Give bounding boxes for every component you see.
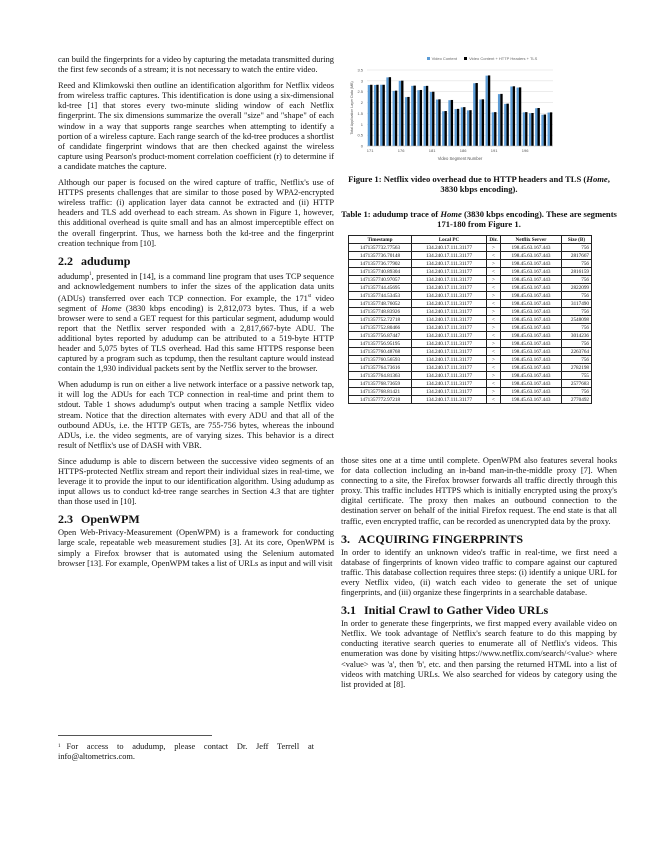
bar-chart bbox=[341, 66, 617, 170]
table-cell: 134.240.17.111.31177 bbox=[412, 252, 487, 260]
bar-video-content bbox=[467, 110, 469, 146]
table-cell: > bbox=[487, 324, 501, 332]
table-cell: 1471357740.97057 bbox=[349, 276, 412, 284]
table-row bbox=[349, 300, 592, 308]
table-cell: 1471357772.97218 bbox=[349, 396, 412, 404]
table-cell: 3014236 bbox=[562, 332, 592, 340]
bar-video-content bbox=[455, 109, 457, 146]
table-cell: < bbox=[487, 380, 501, 388]
x-tick-label: 196 bbox=[521, 148, 529, 153]
adudump-trace-table bbox=[348, 235, 592, 404]
bar-with-overhead bbox=[395, 91, 397, 146]
table-cell: 1471357736.70148 bbox=[349, 252, 412, 260]
y-axis-title: Total Application Layer Data (MB) bbox=[350, 81, 354, 135]
table-cell: 1471357764.73616 bbox=[349, 364, 412, 372]
table-cell: > bbox=[487, 372, 501, 380]
table-row bbox=[349, 316, 592, 324]
bar-video-content bbox=[430, 92, 432, 146]
table-cell: < bbox=[487, 316, 501, 324]
x-axis-title: Video Segment Number bbox=[437, 156, 483, 161]
table-row bbox=[349, 388, 592, 396]
table-cell: > bbox=[487, 276, 501, 284]
table-cell: 198.45.63.167.443 bbox=[501, 324, 562, 332]
table-cell: < bbox=[487, 332, 501, 340]
bar-with-overhead bbox=[414, 86, 416, 146]
bar-with-overhead bbox=[451, 100, 453, 146]
bar-with-overhead bbox=[469, 110, 471, 146]
table-cell: 134.240.17.111.31177 bbox=[412, 260, 487, 268]
table-cell: 198.45.63.167.443 bbox=[501, 292, 562, 300]
section-heading-2-3: 2.3 OpenWPM bbox=[58, 512, 140, 527]
bar-with-overhead bbox=[370, 85, 372, 146]
bar-with-overhead bbox=[407, 97, 409, 146]
paragraph: adudump$^1$, presented in [14], is a command line program that uses TCP sequence and acknowledgement numbers to infer the sizes of the application data units (ADUs) transferred over each TCP connection. For example, the 171st video segment of Home (3830 kbps encoding) is 2,812,073 bytes. Thus, if a web browser were to send a GET request for this particular segment, adudump would report that the Netflix server responded with a 2,817,667-byte ADU. The additional bytes reported by adudump can be attributed to a 519-byte HTTP header and 5,075 bytes of TLS overhead. Had this same HTTPS response been captured by a program such as tcpdump, then the resultant capture would instead contain the 1,930 individual packets sent by the Netflix server to the browser. bbox=[58, 271, 335, 374]
table-cell: 198.45.63.167.443 bbox=[501, 284, 562, 292]
legend-label: Video Content bbox=[431, 56, 457, 61]
table-row bbox=[349, 276, 592, 284]
paragraph: Since adudump is able to discern between the successive video segments of an HTTPS-protected Netflix stream and report their individual sizes in real-time, we leverage it to provide the input to our identification algorithm. Using adudump as input allows us to conduct kd-tree range searches in Section 4.3 that are tighter than those used in [10]. bbox=[58, 456, 334, 507]
table-row bbox=[349, 340, 592, 348]
table-cell: 1471357752.72718 bbox=[349, 316, 412, 324]
bar-with-overhead bbox=[525, 112, 527, 146]
table-cell: 756 bbox=[562, 388, 592, 396]
bar-with-overhead bbox=[432, 92, 434, 146]
table-cell: 198.45.63.167.443 bbox=[501, 348, 562, 356]
table-cell: 1471357744.45695 bbox=[349, 284, 412, 292]
table-cell: 134.240.17.111.31177 bbox=[412, 268, 487, 276]
bar-with-overhead bbox=[519, 87, 521, 146]
table-cell: 134.240.17.111.31177 bbox=[412, 356, 487, 364]
table-cell: 134.240.17.111.31177 bbox=[412, 308, 487, 316]
table-cell: 198.45.63.167.443 bbox=[501, 340, 562, 348]
table-row bbox=[349, 396, 592, 404]
bar-with-overhead bbox=[488, 75, 490, 146]
table-cell: 198.45.63.167.443 bbox=[501, 308, 562, 316]
paragraph: Reed and Klimkowski then outline an identification algorithm for Netflix videos from wireless traffic captures. This identification is done using a six-dimensional kd-tree [1] that stores every two-minute sliding window of each Netflix fingerprint. The six dimensions summarize the overall "size" and "shape" of each window in a way that supports range searches when attempting to identify a portion of a wireless capture. Each range search of the kd-tree produces a shortlist of candidate fingerprint windows that are then checked against the wireless capture using Pearson's product-moment correlation coefficient (r) to determine if a candidate matches the capture. bbox=[58, 81, 334, 171]
table-row bbox=[349, 380, 592, 388]
table-cell: 1471357740.89304 bbox=[349, 268, 412, 276]
table-cell: 1471357768.81421 bbox=[349, 388, 412, 396]
bar-video-content bbox=[393, 91, 395, 146]
table-row bbox=[349, 364, 592, 372]
table-cell: 2770492 bbox=[562, 396, 592, 404]
bar-video-content bbox=[399, 81, 401, 146]
bar-video-content bbox=[411, 86, 413, 146]
bar-with-overhead bbox=[420, 90, 422, 146]
bar-with-overhead bbox=[507, 104, 509, 146]
table-cell: 2577683 bbox=[562, 380, 592, 388]
table-cell: 756 bbox=[562, 324, 592, 332]
figure-caption: Figure 1: Netflix video overhead due to HTTP headers and TLS (Home, 3830 kbps encoding). bbox=[348, 174, 610, 194]
table-cell: 134.240.17.111.31177 bbox=[412, 332, 487, 340]
column-header: Timestamp bbox=[349, 236, 412, 244]
bar-video-content bbox=[517, 88, 519, 146]
table-cell: 134.240.17.111.31177 bbox=[412, 396, 487, 404]
table-row bbox=[349, 284, 592, 292]
bar-with-overhead bbox=[376, 85, 378, 146]
bar-video-content bbox=[417, 90, 419, 146]
legend-label: Video Content + HTTP Headers + TLS bbox=[469, 56, 538, 61]
bar-with-overhead bbox=[544, 115, 546, 146]
table-row bbox=[349, 244, 592, 252]
table-cell: 198.45.63.167.443 bbox=[501, 332, 562, 340]
table-cell: 198.45.63.167.443 bbox=[501, 380, 562, 388]
y-tick-label: 0 bbox=[360, 143, 363, 149]
table-cell: > bbox=[487, 260, 501, 268]
bar-video-content bbox=[405, 97, 407, 146]
x-tick-label: 191 bbox=[490, 148, 498, 153]
y-tick-label: 2 bbox=[360, 100, 363, 106]
table-cell: > bbox=[487, 308, 501, 316]
column-header: Size (B) bbox=[562, 236, 592, 244]
bar-with-overhead bbox=[463, 107, 465, 146]
table-row bbox=[349, 324, 592, 332]
table-row bbox=[349, 252, 592, 260]
bar-with-overhead bbox=[550, 112, 552, 146]
table-cell: < bbox=[487, 284, 501, 292]
bar-with-overhead bbox=[457, 109, 459, 146]
table-cell: < bbox=[487, 396, 501, 404]
table-cell: 756 bbox=[562, 308, 592, 316]
bar-video-content bbox=[386, 77, 388, 146]
bar-video-content bbox=[368, 85, 370, 146]
right-column bbox=[341, 456, 617, 696]
x-tick-label: 181 bbox=[428, 148, 436, 153]
table-cell: 134.240.17.111.31177 bbox=[412, 324, 487, 332]
table-cell: 134.240.17.111.31177 bbox=[412, 340, 487, 348]
table-row bbox=[349, 356, 592, 364]
table-cell: 1471357736.77902 bbox=[349, 260, 412, 268]
paragraph: In order to generate these fingerprints, we first mapped every available video on Netflix. We took advantage of Netflix's search feature to do this mapping by conducting iterative search queries to enumerate all of Netflix's videos. This enumeration was done by visiting https://www.netflix.com/search/<value> where <value> was 'a', then 'b', etc. and then parsing the returned HTML into a list of videos with matching URLs. We also searched for videos by category using the list provided at [8]. bbox=[341, 619, 617, 689]
table-cell: 2548098 bbox=[562, 316, 592, 324]
table-cell: < bbox=[487, 268, 501, 276]
footnote-ref: 1 bbox=[89, 271, 92, 277]
bar-with-overhead bbox=[383, 85, 385, 146]
paragraph: When adudump is run on either a live network interface or a passive network tap, it will log the ADUs for each TCP connection in real-time and print them to stdout. Table 1 shows adudump's output when tracing a sample Netflix video stream. Notice that the direction alternates with every ADU and that all of the outbound ADUs, i.e. the HTTP GETs, are 755-756 bytes, whereas the inbound ADUs, i.e. the video segments, are of varying sizes. This behavior is a direct result of Netflix's use of DASH with VBR. bbox=[58, 380, 334, 450]
footnote: $^1$ For access to adudump, please contact Dr. Jeff Terrell at info@altometrics.com. bbox=[58, 742, 314, 762]
table-row bbox=[349, 372, 592, 380]
table-cell: 755 bbox=[562, 372, 592, 380]
column-header: Local PC bbox=[412, 236, 487, 244]
x-tick-label: 176 bbox=[397, 148, 405, 153]
paragraph: can build the fingerprints for a video by capturing the metadata transmitted during the first few seconds of a stream; it is not necessary to watch the entire video. bbox=[58, 55, 334, 75]
column-header: Dir. bbox=[487, 236, 501, 244]
table-cell: 2263764 bbox=[562, 348, 592, 356]
x-tick-label: 171 bbox=[366, 148, 374, 153]
bar-video-content bbox=[374, 85, 376, 146]
table-cell: 198.45.63.167.443 bbox=[501, 356, 562, 364]
table-cell: > bbox=[487, 292, 501, 300]
paragraph: Although our paper is focused on the wired capture of traffic, Netflix's use of HTTPS presents challenges that are similar to those posed by WPA2-encrypted wireless traffic: (i) application layer data cannot be extracted and (ii) HTTP headers and TLS add overhead to each stream. As shown in Figure 1, however, this additional overhead is quite small and has an almost imperceptible effect on the overall fingerprint. Thus, we harness both the kd-tree and the fingerprint creation technique from [10]. bbox=[58, 178, 334, 248]
bar-with-overhead bbox=[513, 86, 515, 146]
chart-legend bbox=[341, 56, 617, 66]
table-cell: 2817667 bbox=[562, 252, 592, 260]
table-cell: 198.45.63.167.443 bbox=[501, 372, 562, 380]
y-tick-label: 3.5 bbox=[357, 67, 363, 73]
table-cell: 134.240.17.111.31177 bbox=[412, 348, 487, 356]
table-cell: 134.240.17.111.31177 bbox=[412, 284, 487, 292]
table-cell: < bbox=[487, 364, 501, 372]
table-cell: < bbox=[487, 300, 501, 308]
table-cell: > bbox=[487, 356, 501, 364]
table-cell: 198.45.63.167.443 bbox=[501, 300, 562, 308]
table-cell: 756 bbox=[562, 356, 592, 364]
figure-1 bbox=[341, 56, 617, 194]
table-cell: 134.240.17.111.31177 bbox=[412, 364, 487, 372]
table-cell: 1471357764.81363 bbox=[349, 372, 412, 380]
bar-with-overhead bbox=[389, 77, 391, 146]
section-heading-3-1: 3.1 Initial Crawl to Gather Video URLs bbox=[341, 603, 549, 618]
bar-video-content bbox=[523, 112, 525, 146]
x-tick-label: 186 bbox=[459, 148, 467, 153]
bar-video-content bbox=[424, 86, 426, 146]
paragraph: In order to identify an unknown video's traffic in real-time, we first need a database of fingerprints of known video traffic to compare against our captured traffic. This database collection requires three steps: (i) identify a unique URL for every Netflix video, (ii) watch each video to generate the set of unique fingerprints, and (iii) organize these fingerprints in a searchable database. bbox=[341, 547, 617, 598]
bar-video-content bbox=[479, 100, 481, 146]
bar-video-content bbox=[510, 87, 512, 146]
table-row bbox=[349, 268, 592, 276]
bar-with-overhead bbox=[531, 113, 533, 146]
table-cell: < bbox=[487, 252, 501, 260]
table-cell: 134.240.17.111.31177 bbox=[412, 292, 487, 300]
section-heading-3: 3. ACQUIRING FINGERPRINTS bbox=[341, 531, 524, 546]
table-row bbox=[349, 292, 592, 300]
table-cell: 134.240.17.111.31177 bbox=[412, 372, 487, 380]
table-cell: 1471357748.76052 bbox=[349, 300, 412, 308]
table-cell: 198.45.63.167.443 bbox=[501, 268, 562, 276]
bar-video-content bbox=[473, 83, 475, 146]
table-cell: 1471357768.73659 bbox=[349, 380, 412, 388]
legend-swatch-with-overhead bbox=[464, 57, 467, 60]
bar-video-content bbox=[436, 100, 438, 146]
table-cell: 198.45.63.167.443 bbox=[501, 396, 562, 404]
table-cell: 198.45.63.167.443 bbox=[501, 252, 562, 260]
column-header: Netflix Server bbox=[501, 236, 562, 244]
legend-swatch-video-content bbox=[427, 57, 430, 60]
table-cell: 134.240.17.111.31177 bbox=[412, 316, 487, 324]
y-tick-label: 3 bbox=[360, 78, 363, 84]
bar-video-content bbox=[461, 107, 463, 146]
table-header-row bbox=[349, 236, 592, 244]
table-cell: 756 bbox=[562, 244, 592, 252]
bar-with-overhead bbox=[438, 99, 440, 146]
table-cell: 1471357756.95195 bbox=[349, 340, 412, 348]
table-cell: 134.240.17.111.31177 bbox=[412, 388, 487, 396]
table-cell: 1471357732.77563 bbox=[349, 244, 412, 252]
footnote-divider bbox=[58, 735, 212, 736]
table-caption: Table 1: adudump trace of Home (3830 kbps encoding). These are segments 171-180 from Figure 1. bbox=[341, 209, 617, 229]
section-heading-2-2: 2.2 adudump bbox=[58, 253, 131, 268]
table-cell: 198.45.63.167.443 bbox=[501, 364, 562, 372]
table-cell: 756 bbox=[562, 292, 592, 300]
y-tick-label: 0.5 bbox=[357, 132, 363, 138]
y-tick-label: 1 bbox=[360, 121, 363, 127]
table-cell: 756 bbox=[562, 276, 592, 284]
bar-with-overhead bbox=[500, 94, 502, 146]
bar-video-content bbox=[380, 85, 382, 146]
table-cell: 2822099 bbox=[562, 284, 592, 292]
bar-video-content bbox=[498, 94, 500, 146]
table-cell: 1471357760.56593 bbox=[349, 356, 412, 364]
bar-video-content bbox=[529, 113, 531, 146]
paragraph: Open Web-Privacy-Measurement (OpenWPM) is a framework for conducting large scale, repeatable web measurement studies [3]. At its core, OpenWPM is simply a Firefox browser that is automated using the Selenium automated browser [13]. For example, OpenWPM takes a list of URLs as input and will visit bbox=[58, 528, 334, 568]
bar-video-content bbox=[504, 104, 506, 146]
bar-video-content bbox=[448, 100, 450, 146]
table-cell: 756 bbox=[562, 340, 592, 348]
bar-with-overhead bbox=[401, 81, 403, 146]
table-cell: 198.45.63.167.443 bbox=[501, 388, 562, 396]
y-tick-label: 2.5 bbox=[357, 89, 363, 95]
left-column bbox=[58, 55, 334, 575]
bar-video-content bbox=[442, 111, 444, 146]
bar-video-content bbox=[492, 112, 494, 146]
table-row bbox=[349, 260, 592, 268]
table-cell: 1471357752.80466 bbox=[349, 324, 412, 332]
table-cell: 1471357756.87447 bbox=[349, 332, 412, 340]
table-cell: > bbox=[487, 340, 501, 348]
paragraph: those sites one at a time until complete. OpenWPM also features several hooks for data collection including an in-band man-in-the-middle proxy [7]. When connecting to a site, the Firefox browser forwards all traffic directly through this proxy. This traffic includes HTTPS which is initially encrypted using the proxy's digital certificate. The proxy then makes an outbound connection to the destination server on behalf of the initial Firefox request. The end state is that all traffic, even encrypted traffic, can be recorded as unencrypted data by the proxy. bbox=[341, 456, 617, 526]
table-cell: 134.240.17.111.31177 bbox=[412, 380, 487, 388]
bar-video-content bbox=[548, 113, 550, 146]
table-cell: 134.240.17.111.31177 bbox=[412, 276, 487, 284]
bar-video-content bbox=[535, 108, 537, 146]
bar-with-overhead bbox=[538, 108, 540, 146]
table-cell: 198.45.63.167.443 bbox=[501, 276, 562, 284]
table-row bbox=[349, 348, 592, 356]
table-cell: < bbox=[487, 348, 501, 356]
table-cell: 1471357748.83926 bbox=[349, 308, 412, 316]
table-row bbox=[349, 332, 592, 340]
table-cell: 3117490 bbox=[562, 300, 592, 308]
bar-video-content bbox=[541, 115, 543, 146]
table-cell: > bbox=[487, 388, 501, 396]
table-cell: 1471357744.53453 bbox=[349, 292, 412, 300]
table-row bbox=[349, 308, 592, 316]
bar-video-content bbox=[486, 76, 488, 146]
y-tick-label: 1.5 bbox=[357, 110, 363, 116]
table-cell: 198.45.63.167.443 bbox=[501, 260, 562, 268]
table-cell: 198.45.63.167.443 bbox=[501, 244, 562, 252]
bar-with-overhead bbox=[494, 112, 496, 146]
table-cell: 2782198 bbox=[562, 364, 592, 372]
bar-with-overhead bbox=[482, 99, 484, 146]
table-cell: 134.240.17.111.31177 bbox=[412, 244, 487, 252]
table-cell: 756 bbox=[562, 260, 592, 268]
table-cell: 134.240.17.111.31177 bbox=[412, 300, 487, 308]
bar-with-overhead bbox=[445, 111, 447, 146]
bar-with-overhead bbox=[476, 83, 478, 146]
table-cell: 1471357760.48768 bbox=[349, 348, 412, 356]
table-cell: 2816159 bbox=[562, 268, 592, 276]
bar-with-overhead bbox=[426, 86, 428, 146]
table-cell: 198.45.63.167.443 bbox=[501, 316, 562, 324]
table-cell: > bbox=[487, 244, 501, 252]
